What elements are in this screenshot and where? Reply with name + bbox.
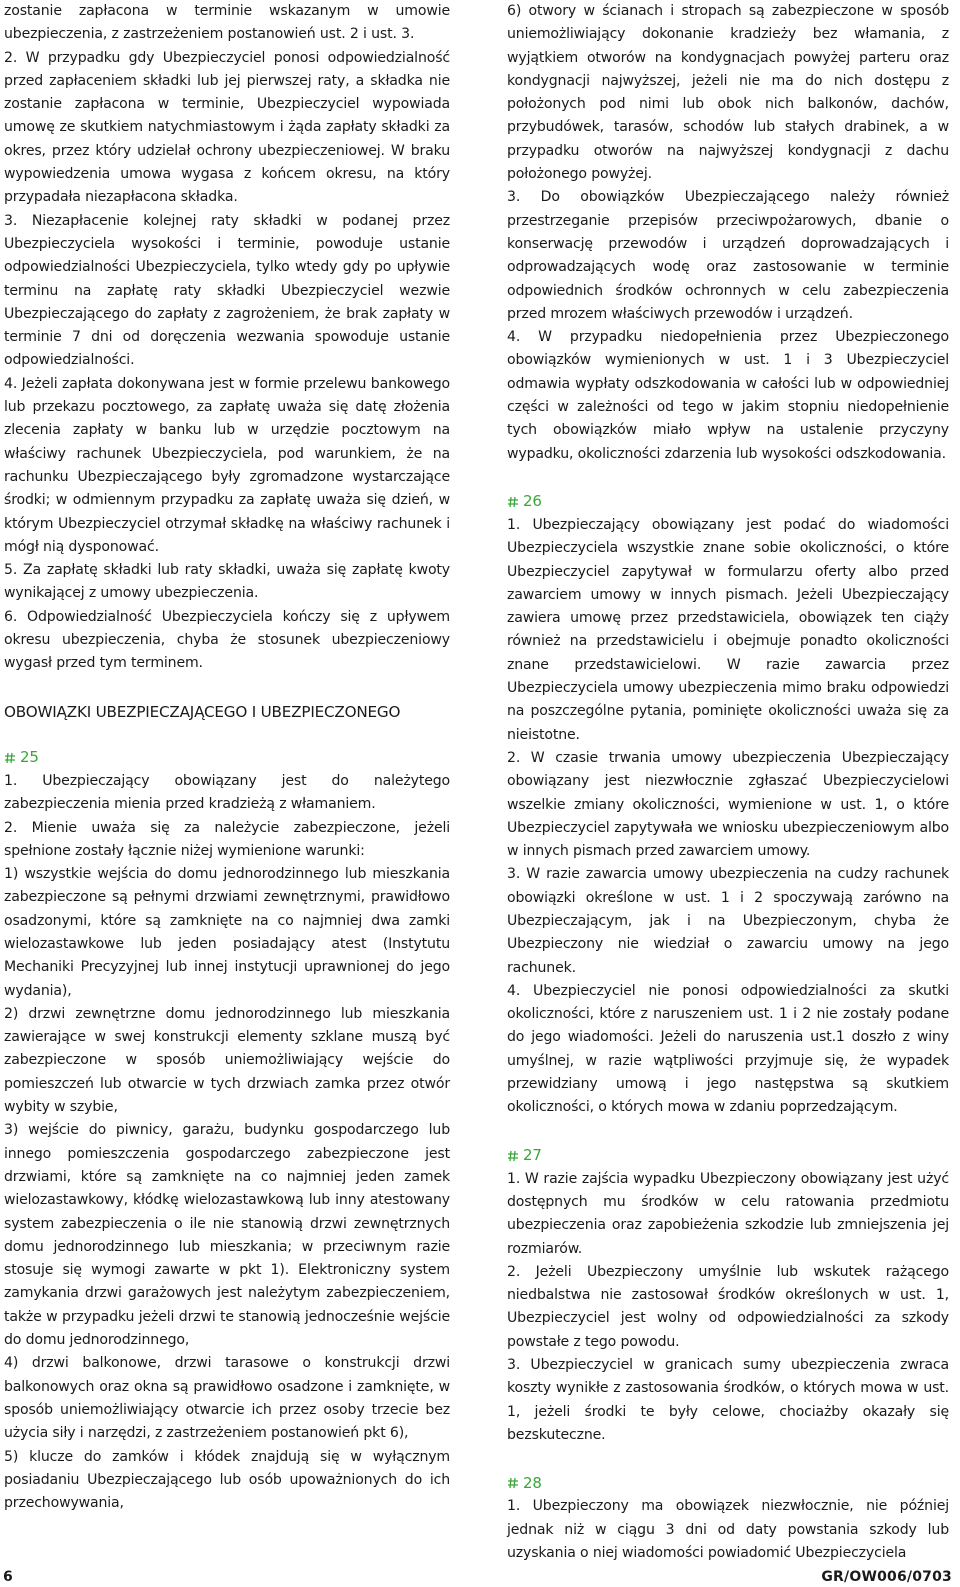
paragraph-payment-5: 5. Za zapłatę składki lub raty składki, uważa się zapłatę kwoty wynikającej z umowy ubezpieczenia. <box>4 562 450 602</box>
section-sign-icon <box>4 752 16 764</box>
section-sign-icon <box>507 1150 519 1162</box>
s26-paragraph-4: 4. Ubezpieczyciel nie ponosi odpowiedzialności za skutki okoliczności, które z naruszeniem ust. 1 i 2 nie zostały podane do jego wiadomości. Jeżeli do naruszenia ust.1 doszło z winy umyślnej, w razie wątpliwości przyjmuje się, że wypadek przewidziany umową i jego następstwa są skutkiem okoliczności, o których mowa w zdaniu poprzedzającym. <box>507 982 949 1116</box>
section-heading: OBOWIĄZKI UBEZPIECZAJĄCEGO I UBEZPIECZONEGO <box>4 702 401 721</box>
s25-item-1: 1) wszystkie wejścia do domu jednorodzinnego lub mieszkania zabezpieczone są pełnymi drzwiami zewnętrznymi, prawidłowo osadzonymi, które są zamknięte na co najmniej dwa zamki wielozastawkowe lub jeden posiadający atest (Instytutu Mechaniki Precyzyjnej lub innej instytucji uprawnionej do jego wydania), <box>4 866 450 999</box>
paragraph-payment-4: 4. Jeżeli zapłata dokonywana jest w formie przelewu bankowego lub przekazu pocztowego, za zapłatę uważa się datę złożenia zlecenia zapłaty w banku lub w urzędzie pocztowym na właściwy rachunek Ubezpieczyciela, pod warunkiem, że na rachunku Ubezpieczającego były zgromadzone wystarczające środki; w odmiennym przypadku za zapłatę uważa się dzień, w którym Ubezpieczyciel otrzymał składkę na właściwy rachunek i mógł nią dysponować. <box>4 375 450 555</box>
s25-item-5: 5) klucze do zamków i kłódek znajdują się w wyłącznym posiadaniu Ubezpieczającego lub osób upoważnionych do ich przechowywania, <box>4 1448 450 1512</box>
s25-paragraph-4: 4. W przypadku niedopełnienia przez Ubezpieczonego obowiązków wymienionych w ust. 1 i 3 Ubezpieczyciel odmawia wypłaty odszkodowania w całości lub w odpowiedniej części w zależności od tego w jakim stopniu niedopełnienie tych obowiązków miało wpływ na ustalenie przyczyny wypadku, okoliczności zdarzenia lub wysokości odszkodowania. <box>507 329 949 462</box>
section-28-number: 28 <box>523 1473 542 1492</box>
s25-item-6: 6) otwory w ścianach i stropach są zabezpieczone w sposób uniemożliwiający dokonanie kradzieży bez włamania, z wyjątkiem otworów na kondygnacjach powyżej parteru oraz kondygnacji najwyższej, jeżeli nie ma do nich dostępu z położonych pod nimi lub obok nich balkonów, dachów, przybudówek, tarasów, schodów lub stałych drabinek, a w przypadku otworów na najwyższej kondygnacji z dachu położonego powyżej. <box>507 3 949 183</box>
s25-item-3: 3) wejście do piwnicy, garażu, budynku gospodarczego lub innego pomieszczenia gospodarczego zabezpieczone jest drzwiami, które są zamknięte na co najmniej jeden zamek wielozastawkowy, kłódkę wielozastawkową lub inny atestowany system zabezpieczenia o ile nie stanowią drzwi zewnętrznych domu jednorodzinnego lub mieszkania; w przeciwnym razie stosuje się wymogi zawarte w pkt 1). Elektroniczny system zamykania drzwi garażowych jest należytym zabezpieczeniem, także w przypadku jeżeli drzwi te stanowią jednocześnie wejście do domu jednorodzinnego, <box>4 1122 450 1349</box>
s25-paragraph-1: 1. Ubezpieczający obowiązany jest do należytego zabezpieczenia mienia przed kradzieżą z włamaniem. <box>4 772 450 813</box>
section-25-number: 25 <box>20 748 39 767</box>
document-code: GR/OW006/0703 <box>821 1569 952 1585</box>
section-27-marker <box>507 1144 949 1168</box>
s25-item-2: 2) drzwi zewnętrzne domu jednorodzinnego lub mieszkania zawierające w swej konstrukcji elementy szklane muszą być zabezpieczone w sposób uniemożliwiający wejście do pomieszczeń lub otwarcie w tych drzwiach zamka przez otwór wybity w szybie, <box>4 1005 450 1116</box>
s26-paragraph-3: 3. W razie zawarcia umowy ubezpieczenia na cudzy rachunek obowiązki określone w ust. 1 i 2 spoczywają zarówno na Ubezpieczającym, jak i na Ubezpieczonym, chyba że Ubezpieczony nie wiedział o zawarciu umowy na jego rachunek. <box>507 866 949 976</box>
page-number: 6 <box>3 1569 13 1585</box>
s27-paragraph-3: 3. Ubezpieczyciel w granicach sumy ubezpieczenia zwraca koszty wynikłe z zastosowania środków, o których mowa w ust. 1, jeżeli środki te były celowe, chociażby okazały się bezskuteczne. <box>507 1357 949 1443</box>
section-25-marker <box>4 746 450 770</box>
section-27-number: 27 <box>523 1146 542 1164</box>
s26-paragraph-2: 2. W czasie trwania umowy ubezpieczenia Ubezpieczający obowiązany jest niezwłocznie zgłaszać Ubezpieczycielowi wszelkie zmiany okoliczności, wymienione w ust. 1, o które Ubezpieczyciel zapytywała we wniosku ubezpieczeniowym albo w innych pismach przed zawarciem umowy. <box>507 749 949 860</box>
section-sign-icon <box>507 1477 519 1489</box>
s25-paragraph-3: 3. Do obowiązków Ubezpieczającego należy również przestrzeganie przepisów przeciwpożarowych, dbanie o konserwację przewodów i urządzeń doprowadzających i odprowadzających wodę oraz zastosowanie w terminie odpowiednich środków ochronnych w celu zabezpieczenia przed mrozem właściwych przewodów i urządzeń. <box>507 189 949 322</box>
paragraph-payment-3: 3. Niezapłacenie kolejnej raty składki w podanej przez Ubezpieczyciela wysokości i terminie, powoduje ustanie odpowiedzialności Ubezpieczyciela, tylko wtedy gdy po upływie terminu na zapłatę raty składki Ubezpieczyciel wezwie Ubezpieczającego do zapłaty z zagrożeniem, że brak zapłaty w terminie 7 dni od doręczenia wezwania spowoduje ustanie odpowiedzialności. <box>4 212 450 369</box>
s25-paragraph-2: 2. Mienie uważa się za należycie zabezpieczone, jeżeli spełnione zostały łącznie niżej wymienione warunki: <box>4 819 450 859</box>
section-26-marker <box>507 490 949 514</box>
right-column <box>507 0 949 1565</box>
section-26-number: 26 <box>523 492 542 511</box>
paragraph-payment-6: 6. Odpowiedzialność Ubezpieczyciela kończy się z upływem okresu ubezpieczenia, chyba że stosunek ubezpieczeniowy wygasł przed tym terminem. <box>4 608 450 672</box>
paragraph-intro: zostanie zapłacona w terminie wskazanym w umowie ubezpieczenia, z zastrzeżeniem postanowień ust. 2 i ust. 3. <box>4 3 450 43</box>
s28-paragraph-1: 1. Ubezpieczony ma obowiązek niezwłocznie, nie później jednak niż w ciągu 3 dni od daty powstania szkody lub uzyskania o niej wiadomości powiadomić Ubezpieczyciela <box>507 1498 949 1561</box>
section-sign-icon <box>507 496 519 508</box>
s25-item-4: 4) drzwi balkonowe, drzwi tarasowe o konstrukcji drzwi balkonowych oraz okna są prawidłowo osadzone i zamknięte, w sposób uniemożliwiający otwarcie ich przez osoby trzecie bez użycia siły i narzędzi, z zastrzeżeniem postanowień pkt 6), <box>4 1355 450 1442</box>
left-column <box>4 0 450 1515</box>
s27-paragraph-1: 1. W razie zajścia wypadku Ubezpieczony obowiązany jest użyć dostępnych mu środków w celu ratowania przedmiotu ubezpieczenia oraz zapobieżenia szkodzie lub zmniejszenia jej rozmiarów. <box>507 1170 949 1257</box>
section-28-marker <box>507 1471 949 1495</box>
s27-paragraph-2: 2. Jeżeli Ubezpieczony umyślnie lub wskutek rażącego niedbalstwa nie zastosował środków określonych w ust. 1, Ubezpieczyciel jest wolny od odpowiedzialności za szkody powstałe z tego powodu. <box>507 1263 949 1350</box>
s26-paragraph-1: 1. Ubezpieczający obowiązany jest podać do wiadomości Ubezpieczyciela wszystkie znane sobie okoliczności, o które Ubezpieczyciel zapytywał w formularzu oferty albo przed zawarciem umowy w innych pismach. Jeżeli Ubezpieczający zawiera umowę przez przedstawiciela, obowiązek ten ciąży również na przedstawicielu i obejmuje ponadto okoliczności znane przedstawicielowi. W razie zawarcia przez Ubezpieczyciela umowy ubezpieczenia mimo braku odpowiedzi na poszczególne pytania, pominięte okoliczności uważa się za nieistotne. <box>507 516 949 743</box>
paragraph-payment-2: 2. W przypadku gdy Ubezpieczyciel ponosi odpowiedzialność przed zapłaceniem składki lub jej pierwszej raty, a składka nie zostanie zapłacona w terminie, Ubezpieczyciel wypowiada umowę ze skutkiem natychmiastowym i żąda zapłaty składki za okres, przez który udzielał ochrony ubezpieczeniowej. W braku wypowiedzenia umowa wygasa z końcem okresu, na który przypadała niezapłacona składka. <box>4 49 450 206</box>
